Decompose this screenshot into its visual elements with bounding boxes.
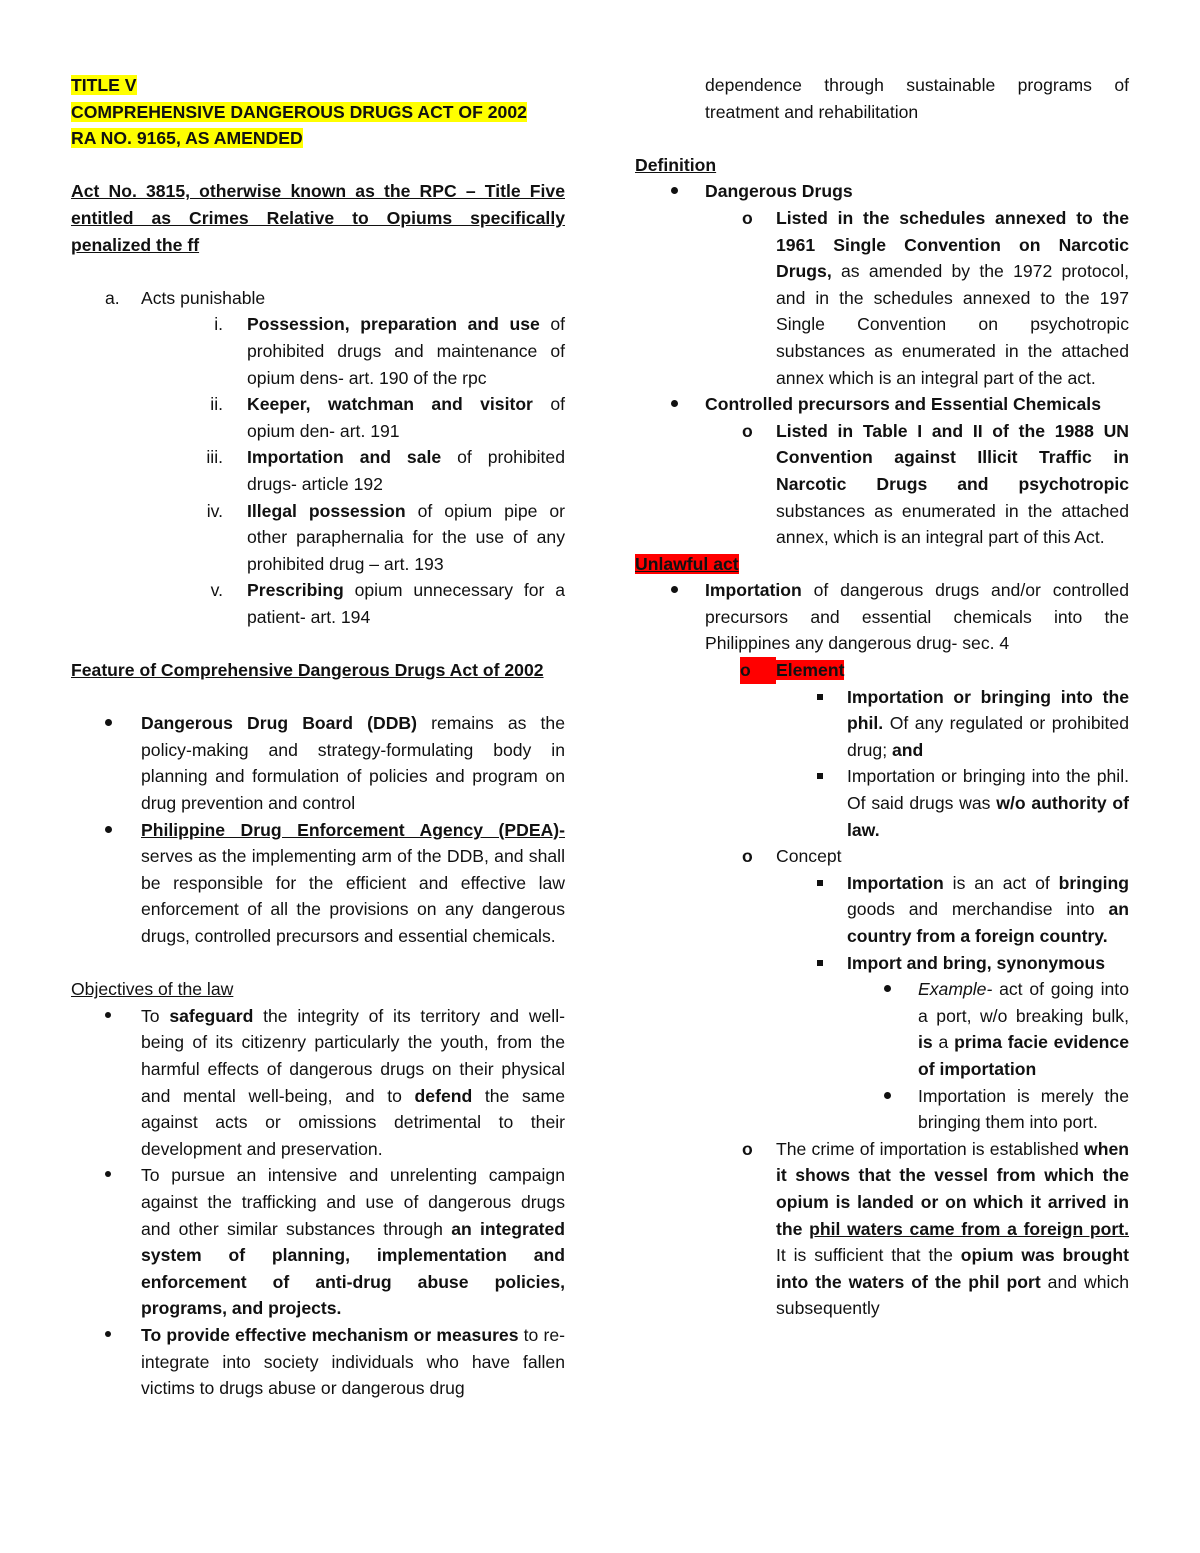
bullet-icon	[671, 400, 678, 407]
title-line-1: TITLE V	[71, 75, 137, 95]
list-item: v. Prescribing opium unnecessary for a patient- art. 194	[210, 580, 565, 627]
square-bullet-icon	[817, 960, 823, 966]
list-item: Import and bring, synonymous	[847, 950, 1129, 977]
list-item: ii. Keeper, watchman and visitor of opium den- art. 191	[210, 394, 566, 441]
acts-marker: a.	[105, 287, 120, 308]
circle-bullet-icon: o	[742, 207, 753, 228]
act-heading: Act No. 3815, otherwise known as the RPC – Title Five entitled as Crimes Relative to Opiums specifically penalized the ff	[71, 181, 565, 255]
list-item: Dangerous Drug Board (DDB) remains as the policy-making and strategy-formulating body in planning and formulation of policies and program on drug prevention and control	[141, 710, 565, 816]
circle-bullet-icon: o	[740, 657, 776, 684]
list-item: Importation of dangerous drugs and/or controlled precursors and essential chemicals into the Philippines any dangerous drug- sec. 4	[705, 577, 1129, 657]
list-item: Importation or bringing into the phil. Of any regulated or prohibited drug; and	[847, 684, 1129, 764]
list-item: Dangerous Drugs	[705, 178, 1129, 205]
bullet-icon	[884, 1092, 891, 1099]
feature-heading: Feature of Comprehensive Dangerous Drugs Act of 2002	[71, 660, 544, 681]
square-bullet-icon	[817, 694, 823, 700]
bullet-icon	[671, 187, 678, 194]
list-item: To pursue an intensive and unrelenting campaign against the trafficking and use of dangerous drugs and other similar substances through an integrated system of planning, implementation and enforcement of anti-drug abuse policies, programs, and projects.	[141, 1162, 565, 1322]
bullet-icon	[105, 1012, 111, 1018]
acts-label: Acts punishable	[141, 287, 266, 308]
list-item: Importation or bringing into the phil. Of said drugs was w/o authority of law.	[847, 763, 1129, 843]
bullet-icon	[105, 826, 112, 833]
bullet-icon	[105, 1331, 111, 1337]
circle-bullet-icon: o	[742, 846, 753, 867]
left-column	[71, 72, 565, 1402]
square-bullet-icon	[817, 880, 823, 886]
list-item: Example- act of going into a port, w/o breaking bulk, is a prima facie evidence of importation	[918, 976, 1129, 1082]
list-item: o Concept	[776, 843, 1129, 870]
list-item	[740, 657, 1129, 684]
circle-bullet-icon: o	[742, 420, 753, 441]
title-line-2: COMPREHENSIVE DANGEROUS DRUGS ACT OF 2002	[71, 101, 527, 122]
list-item: To provide effective mechanism or measures to re-integrate into society individuals who have fallen victims to drugs abuse or dangerous drug	[141, 1322, 565, 1402]
square-bullet-icon	[817, 773, 823, 779]
list-item: Importation is an act of bringing goods and merchandise into an country from a foreign country.	[847, 870, 1129, 950]
right-column	[635, 72, 1129, 1322]
list-item: o The crime of importation is established when it shows that the vessel from which the opium is landed or on which it arrived in the phil waters came from a foreign port. It is sufficient that the opium was brought into the waters of the phil port and which subsequently	[776, 1136, 1129, 1322]
bullet-icon	[105, 1171, 111, 1177]
bullet-icon	[105, 719, 112, 726]
bullet-icon	[884, 985, 891, 992]
list-item: o Listed in the schedules annexed to the 1961 Single Convention on Narcotic Drugs, as amended by the 1972 protocol, and in the schedules annexed to the 197 Single Convention on psychotropic substances as enumerated in the attached annex which is an integral part of the act.	[776, 205, 1129, 391]
list-item: iv. Illegal possession of opium pipe or other paraphernalia for the use of any prohibited drug – art. 193	[206, 500, 565, 574]
objectives-heading: Objectives of the law	[71, 979, 234, 1000]
list-item: To safeguard the integrity of its territory and well-being of its citizenry particularly the youth, from the harmful effects of dangerous drugs on their physical and mental well-being, and to defend the same against acts or omissions detrimental to their development and preservation.	[141, 1003, 565, 1163]
list-item: o Listed in Table I and II of the 1988 UN Convention against Illicit Traffic in Narcotic Drugs and psychotropic substances as enumerated in the attached annex, which is an integral part of this Act.	[776, 418, 1129, 551]
list-item: Controlled precursors and Essential Chemicals	[705, 391, 1129, 418]
list-item: iii. Importation and sale of prohibited drugs- article 192	[206, 447, 565, 494]
element-label: Element	[776, 660, 845, 681]
list-item: i. Possession, preparation and use of prohibited drugs and maintenance of opium dens- art. 190 of the rpc	[214, 314, 566, 388]
acts-list	[71, 311, 565, 630]
continued-text: dependence through sustainable programs of treatment and rehabilitation	[705, 75, 1129, 122]
circle-bullet-icon: o	[742, 1138, 753, 1159]
unlawful-act-heading: Unlawful act	[635, 553, 739, 574]
list-item: Importation is merely the bringing them into port.	[918, 1083, 1129, 1136]
definition-heading: Definition	[635, 154, 717, 175]
title-line-3: RA NO. 9165, AS AMENDED	[71, 128, 303, 149]
acts-punishable	[71, 285, 565, 312]
bullet-icon	[671, 586, 678, 593]
list-item: Philippine Drug Enforcement Agency (PDEA)- serves as the implementing arm of the DDB, and shall be responsible for the efficient and effective law enforcement of all the provisions on any dangerous drugs, controlled precursors and essential chemicals.	[141, 817, 565, 950]
